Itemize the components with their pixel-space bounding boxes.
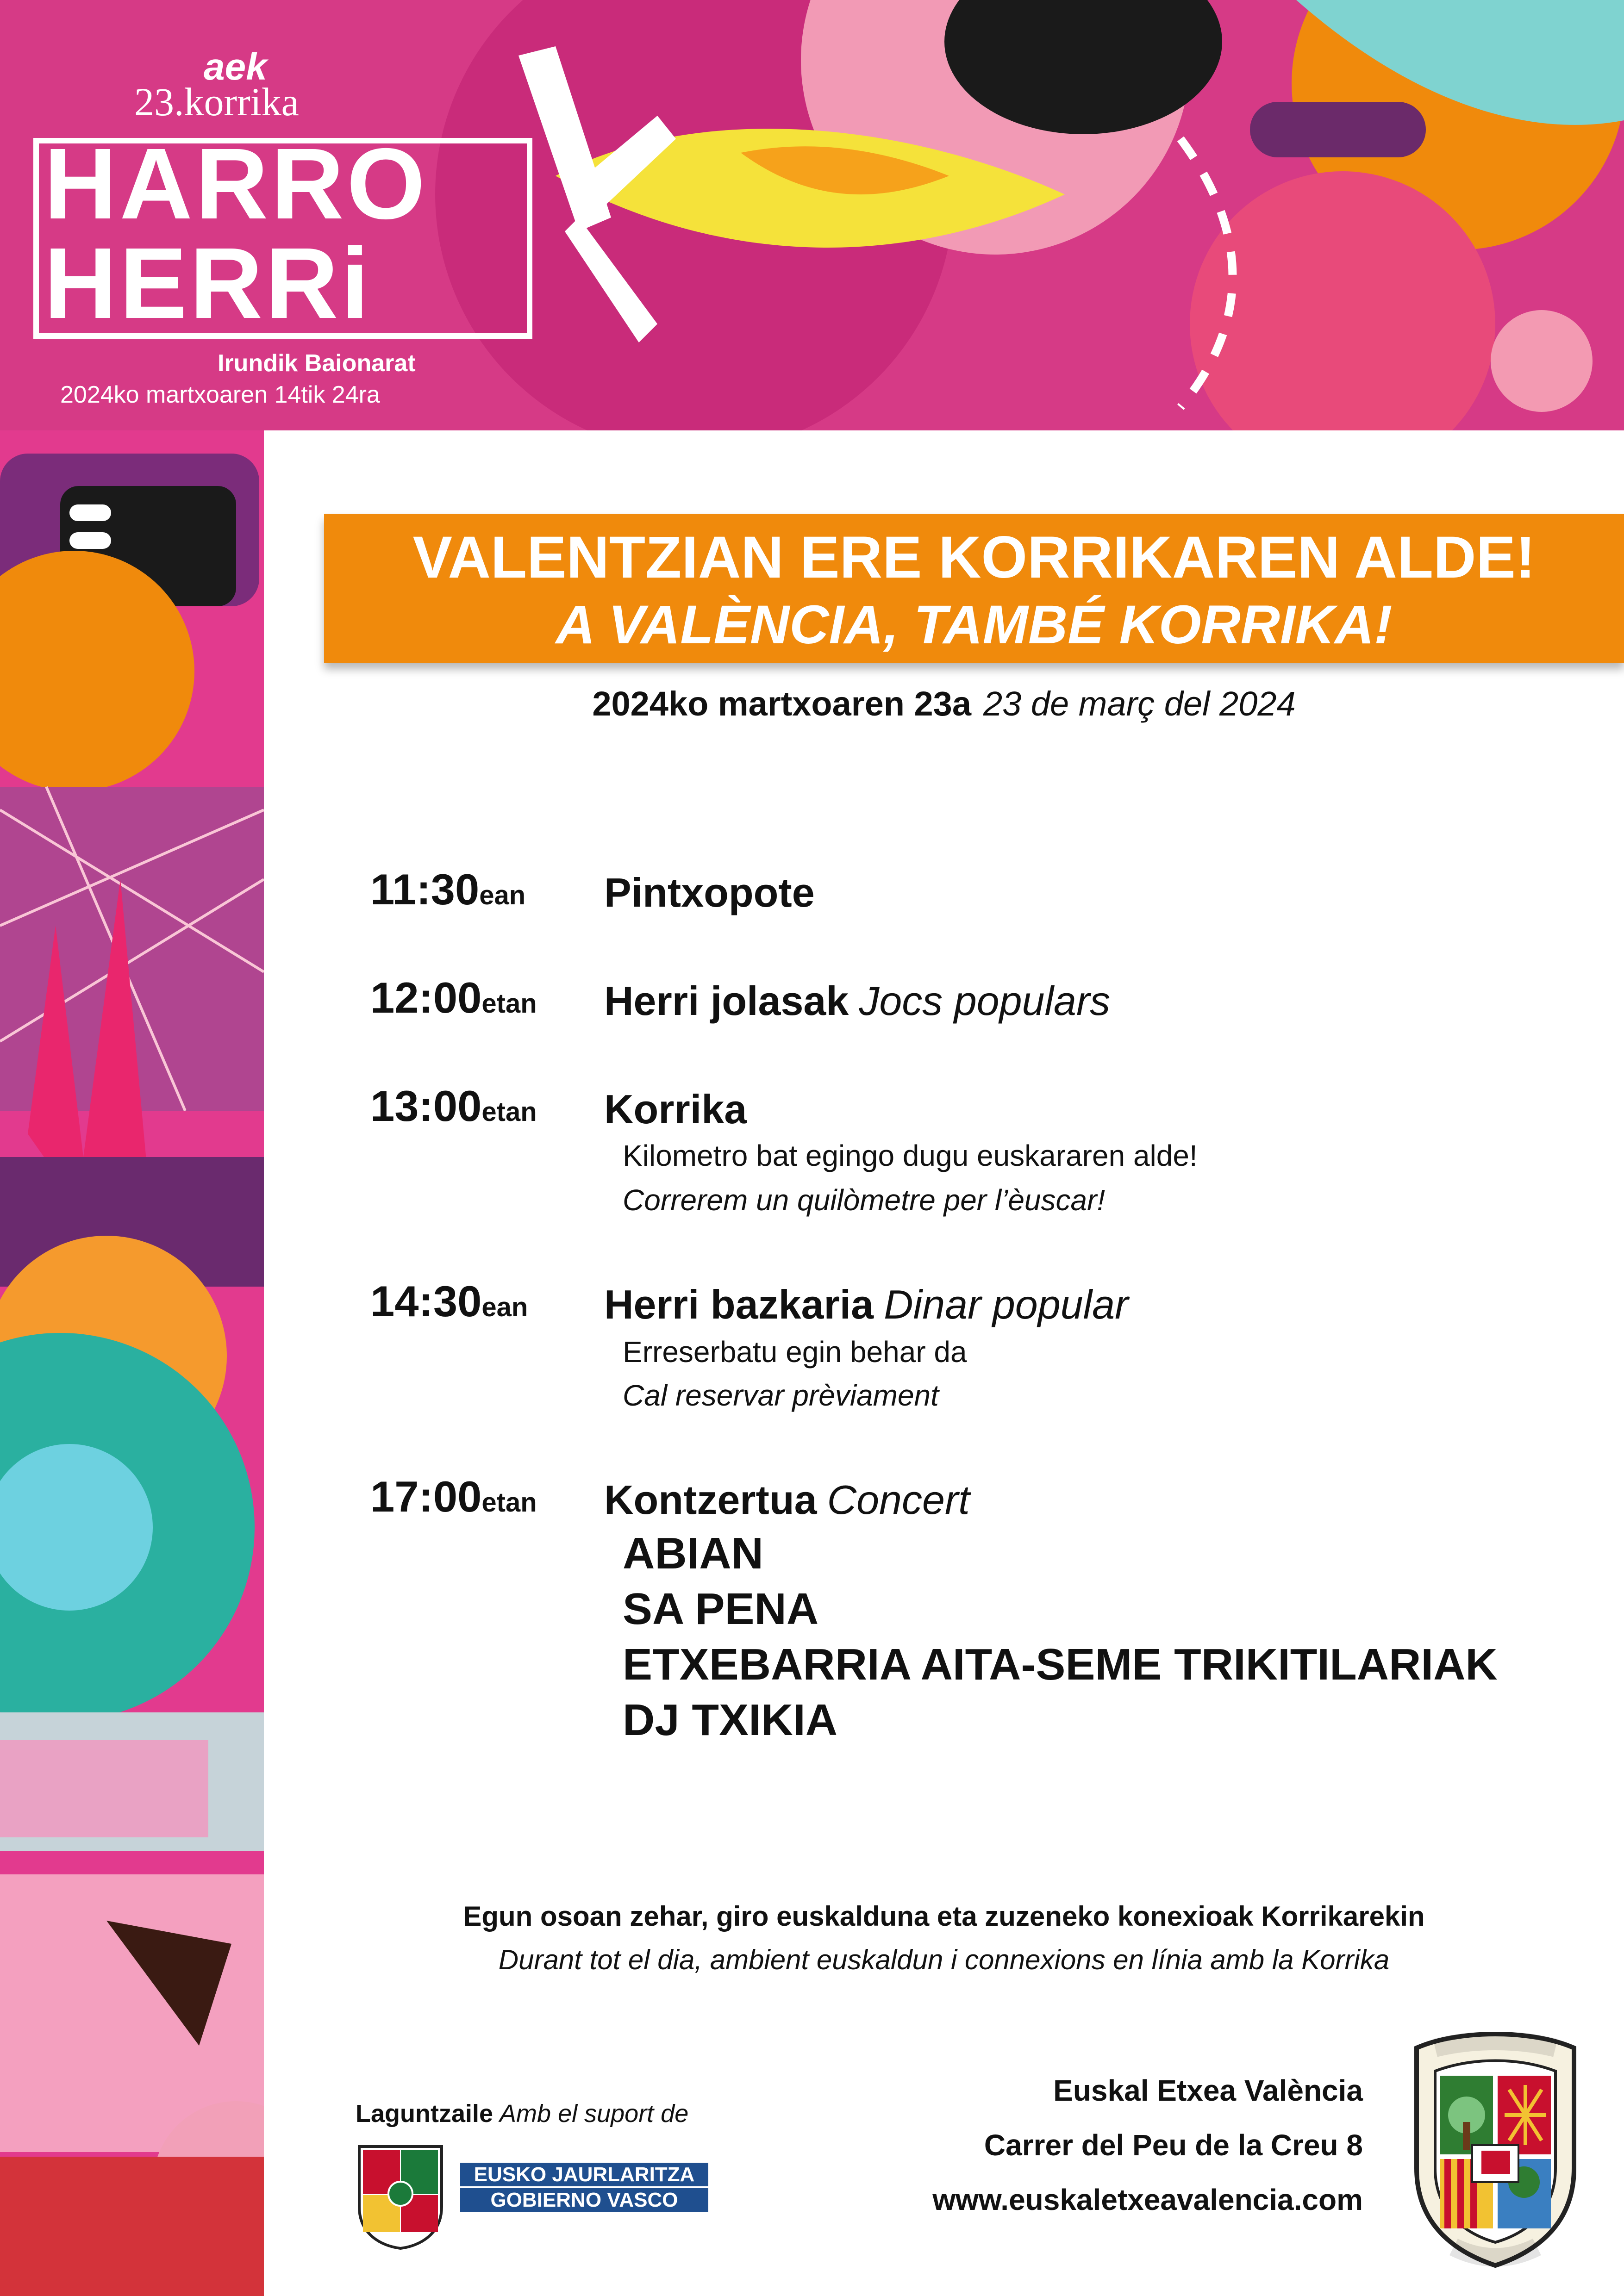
- basque-government-shield-icon: [355, 2142, 446, 2251]
- band-name: ABIAN: [623, 1529, 763, 1578]
- headline-ca: A VALÈNCIA, TAMBÉ KORRIKA!: [556, 594, 1393, 655]
- campaign-dates: 2024ko martxoaren 14tik 24ra: [60, 381, 380, 408]
- footer-note-ca: Durant tot el dia, ambient euskaldun i connexions en línia amb la Korrika: [498, 1944, 1390, 1975]
- schedule-note-ca: Cal reservar prèviament: [623, 1379, 939, 1412]
- band-name: DJ TXIKIA: [623, 1695, 838, 1745]
- schedule-event: Herri jolasak Jocs populars: [604, 978, 1111, 1024]
- footer-note-eu: Egun osoan zehar, giro euskalduna eta zuzeneko konexioak Korrikarekin: [463, 1901, 1425, 1932]
- campaign-title-line1: HARRO: [44, 128, 428, 240]
- sponsor-label: Laguntzaile Amb el suport de: [356, 2100, 689, 2128]
- event-date-ca: 23 de març del 2024: [983, 684, 1296, 723]
- schedule-time: 13:00etan: [370, 1082, 537, 1130]
- venue-website[interactable]: www.euskaletxeavalencia.com: [932, 2183, 1363, 2216]
- schedule-event: Kontzertua Concert: [604, 1477, 970, 1523]
- route-label: Irundik Baionarat: [218, 350, 416, 377]
- venue-address: Carrer del Peu de la Creu 8: [984, 2128, 1363, 2162]
- headline-eu: VALENTZIAN ERE KORRIKAREN ALDE!: [412, 524, 1536, 591]
- centro-vasco-navarro-crest-icon: [1403, 2029, 1588, 2275]
- schedule-event: Herri bazkaria Dinar popular: [604, 1282, 1129, 1327]
- edition-label: 23.korrika: [134, 80, 299, 124]
- headline-banner: [324, 514, 1624, 663]
- aek-logo: aek: [204, 46, 267, 88]
- schedule-event: Pintxopote: [604, 870, 815, 915]
- band-name: ETXEBARRIA AITA-SEME TRIKITILARIAK: [623, 1640, 1498, 1689]
- schedule-time: 12:00etan: [370, 973, 537, 1022]
- schedule-time: 14:30ean: [370, 1277, 528, 1325]
- schedule-time: 17:00etan: [370, 1472, 537, 1521]
- venue-name: Euskal Etxea València: [1053, 2074, 1363, 2107]
- basque-government-label: EUSKO JAURLARITZA GOBIERNO VASCO: [460, 2163, 708, 2212]
- campaign-title: [44, 128, 428, 340]
- schedule-time: 11:30ean: [370, 865, 526, 914]
- event-date-eu: 2024ko martxoaren 23a: [592, 684, 971, 723]
- schedule-note-eu: Kilometro bat egingo dugu euskararen alde!: [623, 1139, 1198, 1172]
- event-date: [264, 684, 1624, 723]
- schedule-note-eu: Erreserbatu egin behar da: [623, 1335, 967, 1369]
- band-name: SA PENA: [623, 1584, 819, 1634]
- schedule-event: Korrika: [604, 1086, 747, 1132]
- campaign-title-line2: HERRi: [44, 227, 372, 340]
- schedule-note-ca: Correrem un quilòmetre per l’èuscar!: [623, 1183, 1106, 1217]
